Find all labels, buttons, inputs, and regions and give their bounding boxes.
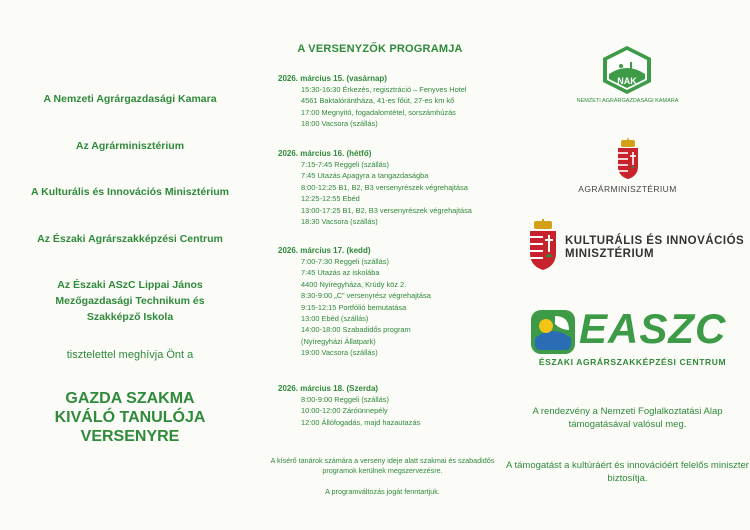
program-item: 8:00-9:00 Reggeli (szállás)	[301, 395, 389, 404]
organizer-nak: A Nemzeti Agrárgazdasági Kamara	[43, 93, 217, 105]
organizer-agrarminiszterium: Az Agrárminisztérium	[75, 140, 185, 152]
program-item: 4561 Baktalórántháza, 41-es főút, 27-es km kő	[301, 96, 455, 106]
program-item: 7:00-7:30 Reggeli (szállás)	[301, 257, 389, 266]
program-item: 13:00-17:25 B1, B2, B3 versenyrészek végrehajtása	[301, 205, 472, 215]
invitation-text: tisztelettel meghívja Önt a	[66, 349, 194, 361]
program-day	[278, 73, 503, 130]
program-day	[278, 148, 503, 227]
coat-of-arms-icon	[527, 219, 559, 271]
easzc-caption: ÉSZAKI AGRÁRSZAKKÉPZÉSI CENTRUM	[538, 357, 727, 367]
program-item: (Nyíregyházi Állatpark)	[301, 336, 376, 346]
program-item: 4400 Nyíregyháza, Krúdy köz 2.	[301, 279, 407, 289]
right-column	[505, 0, 750, 530]
program-item: 8:30-9:00 „C” versenyrész végrehajtása	[301, 291, 431, 301]
organizer-kim: A Kulturális és Innovációs Minisztérium	[31, 186, 229, 198]
program-item: 9:15-12:15 Portfólió bemutatása	[301, 302, 407, 312]
nak-caption: NEMZETI AGRÁRGAZDASÁGI KAMARA	[576, 98, 679, 104]
program-item: 18:30 Vacsora (szállás)	[301, 217, 378, 227]
nak-badge-text: NAK	[617, 76, 637, 86]
day-date: 2026. március 15. (vasárnap)	[278, 74, 387, 83]
funding-note-nfa: A rendezvény a Nemzeti Foglalkoztatási Alap támogatásával valósul meg.	[532, 406, 723, 430]
funding-note-minister: A támogatást a kultúráért és innovációért felelős miniszter biztosítja.	[506, 460, 749, 484]
left-column	[0, 0, 255, 530]
nak-logo	[599, 44, 655, 96]
kim-coat-of-arms	[527, 219, 559, 271]
program-item: 7:45 Utazás az iskolába	[301, 268, 380, 278]
contest-title: GAZDA SZAKMA KIVÁLÓ TANULÓJA VERSENYRE	[54, 390, 206, 445]
program-item: 17:00 Megnyitó, fogadalomtétel, sorszámhúzás	[301, 107, 456, 117]
program-column	[255, 0, 505, 530]
organizer-easzc: Az Északi Agrárszakképzési Centrum	[37, 233, 223, 245]
program-day	[278, 383, 503, 428]
kim-text	[565, 235, 745, 261]
teachers-note: A kísérő tanárok számára a verseny ideje alatt szakmai és szabadidős programok kerülnek megszervezésre.	[270, 456, 495, 475]
program-item: 12:00 Állófogadás, majd hazautazás	[301, 417, 421, 427]
program-change-note: A programváltozás jogát fenntartjuk.	[325, 487, 440, 496]
coat-of-arms-icon	[615, 138, 641, 180]
program-item: 10:00-12:00 Záróünnepély	[301, 406, 388, 416]
program-item: 18:00 Vacsora (szállás)	[301, 119, 378, 129]
agr-coat-of-arms	[615, 138, 641, 180]
program-item: 13:00 Ebéd (szállás)	[301, 314, 369, 324]
program-item: 19:00 Vacsora (szállás)	[301, 348, 378, 358]
program-item: 7:45 Utazás Apagyra a tangazdaságba	[301, 171, 429, 181]
day-date: 2026. március 18. (Szerda)	[278, 384, 379, 393]
easzc-emblem-icon	[531, 310, 575, 354]
organizer-lippai-school: Az Északi ASzC Lippai János Mezőgazdasági Technikum és Szakképző Iskola	[55, 279, 205, 323]
easzc-wordmark: EASZC	[579, 305, 727, 352]
kim-line-2: MINISZTÉRIUM	[565, 248, 655, 260]
program-day	[278, 245, 503, 359]
program-item: 14:00-18:00 Szabadidős program	[301, 325, 411, 335]
day-date: 2026. március 16. (hétfő)	[278, 149, 372, 158]
program-item: 7:15-7:45 Reggeli (szállás)	[301, 160, 389, 169]
program-item: 15:30-16:30 Érkezés, regisztráció – Fenyves Hotel	[301, 85, 467, 94]
easzc-emblem	[531, 310, 575, 354]
nak-hexagon-icon	[599, 44, 655, 96]
kim-line-1: KULTURÁLIS ÉS INNOVÁCIÓS	[565, 235, 745, 247]
program-title: A VERSENYZŐK PROGRAMJA	[297, 43, 463, 55]
agr-caption: AGRÁRMINISZTÉRIUM	[578, 184, 677, 194]
day-date: 2026. március 17. (kedd)	[278, 246, 371, 255]
program-item: 12:25-12:55 Ebéd	[301, 194, 360, 204]
program-item: 8:00-12:25 B1, B2, B3 versenyrészek végrehajtása	[301, 182, 468, 192]
